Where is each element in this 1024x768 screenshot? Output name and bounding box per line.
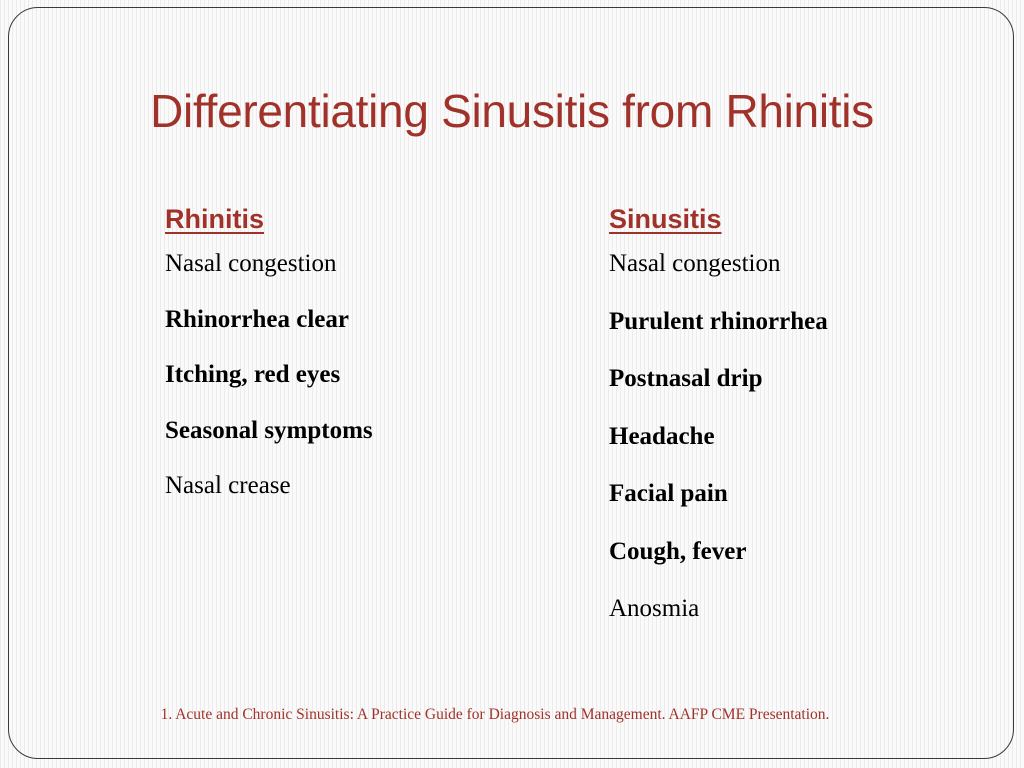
list-item: Seasonal symptoms — [165, 416, 373, 444]
list-item: Nasal crease — [165, 472, 291, 499]
footnote-citation: 1. Acute and Chronic Sinusitis: A Practice Guide for Diagnosis and Management. AAFP CME Presentation. — [160, 706, 830, 723]
list-item: Postnasal drip — [609, 365, 763, 392]
rhinitis-column — [165, 200, 373, 520]
list-item: Nasal congestion — [165, 250, 337, 277]
list-item: Anosmia — [609, 595, 700, 622]
sinusitis-column — [609, 200, 828, 645]
list-item: Facial pain — [609, 480, 728, 507]
sinusitis-header: Sinusitis — [609, 204, 722, 234]
slide-title: Differentiating Sinusitis from Rhinitis — [150, 85, 874, 137]
list-item: Cough, fever — [609, 537, 747, 565]
rhinitis-header: Rhinitis — [165, 204, 264, 234]
list-item: Rhinorrhea clear — [165, 305, 349, 333]
list-item: Purulent rhinorrhea — [609, 307, 828, 335]
list-item: Itching, red eyes — [165, 361, 341, 388]
list-item: Nasal congestion — [609, 250, 781, 277]
list-item: Headache — [609, 422, 715, 450]
